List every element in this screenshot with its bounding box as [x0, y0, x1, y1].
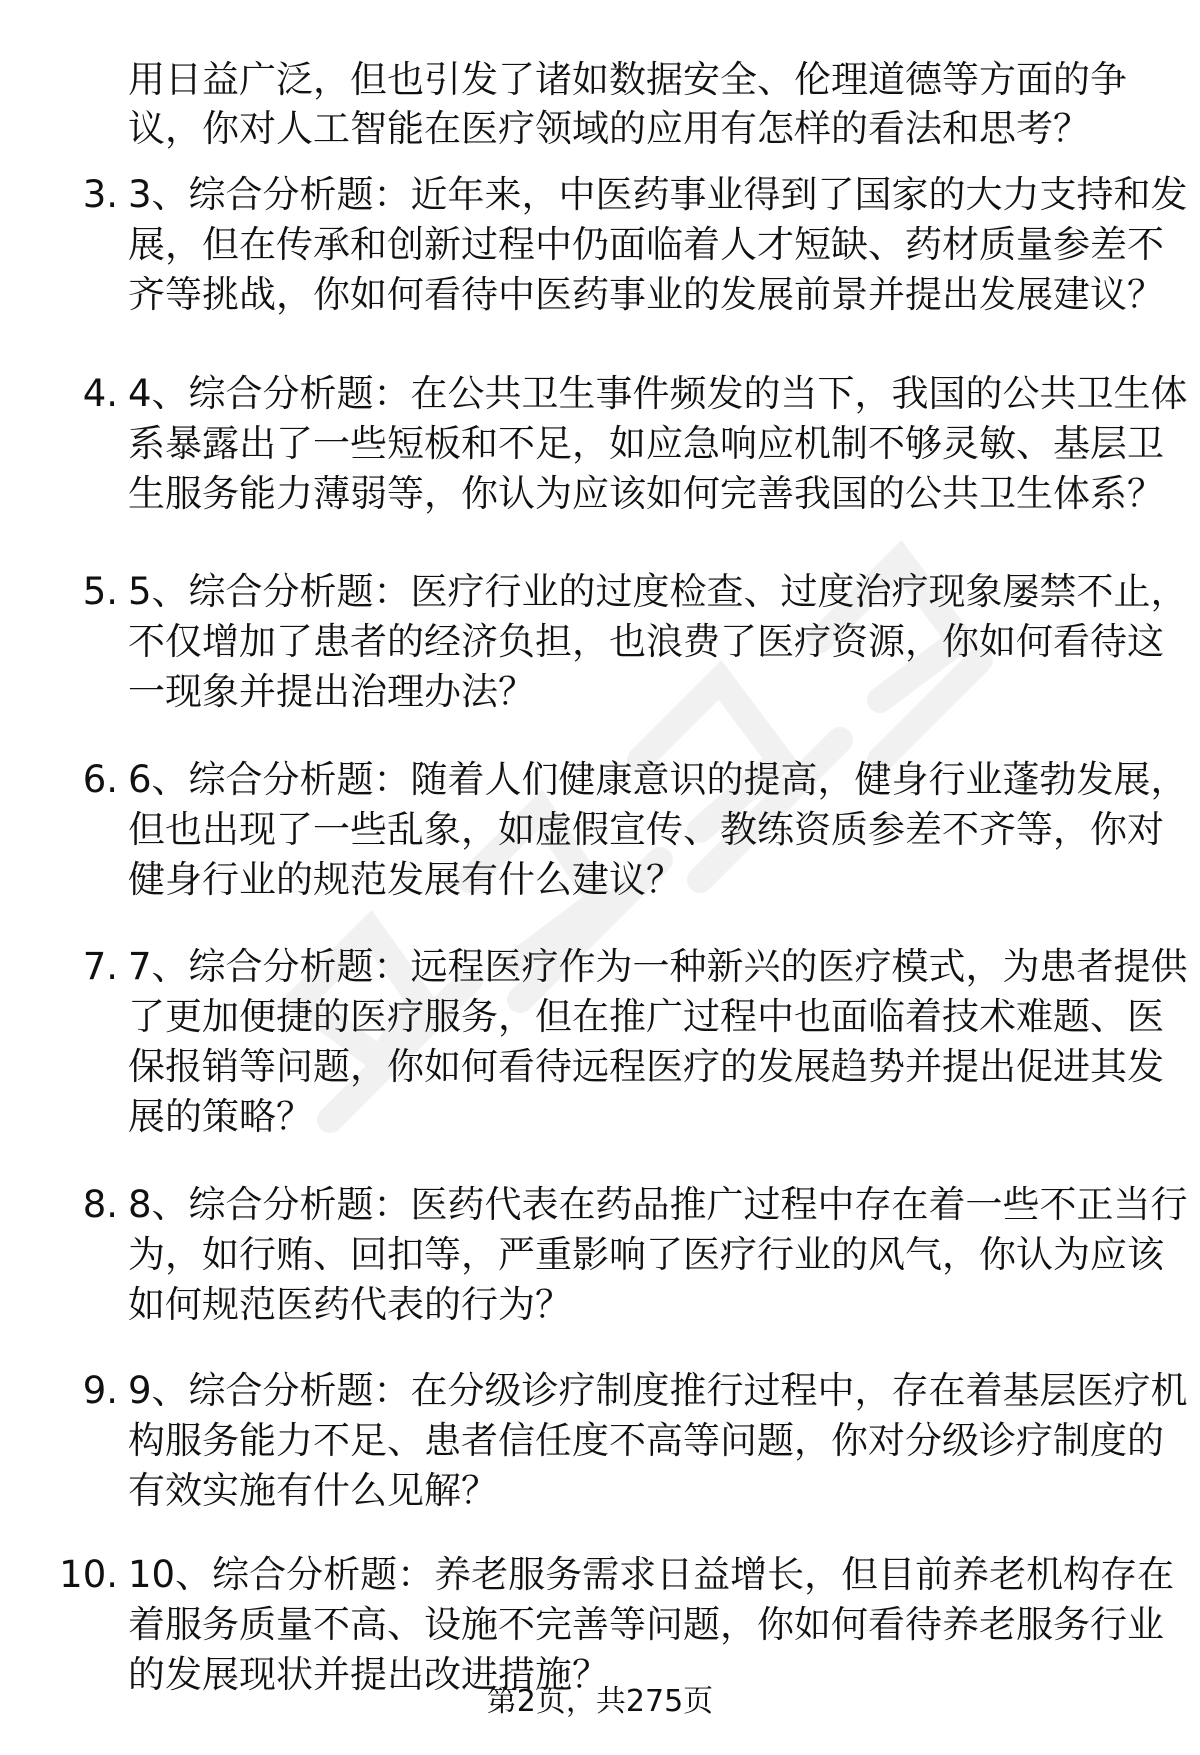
item-text: 6、综合分析题：随着人们健康意识的提高，健身行业蓬勃发展，: [128, 758, 1188, 801]
item-text: 10、综合分析题：养老服务需求日益增长，但目前养老机构存在: [128, 1553, 1175, 1596]
item-text: 4、综合分析题：在公共卫生事件频发的当下，我国的公共卫生体: [128, 372, 1188, 415]
item-text: 展，但在传承和创新过程中仍面临着人才短缺、药材质量参差不: [128, 223, 1164, 266]
item-text: 生服务能力薄弱等，你认为应该如何完善我国的公共卫生体系？: [128, 472, 1164, 515]
item-number: 9.: [82, 1369, 118, 1412]
item-text: 7、综合分析题：远程医疗作为一种新兴的医疗模式，为患者提供: [128, 945, 1188, 988]
line-text: 用日益广泛，但也引发了诸如数据安全、伦理道德等方面的争: [128, 58, 1127, 101]
item-number: 6.: [82, 758, 118, 801]
item-text: 展的策略？: [128, 1095, 313, 1138]
item-text: 着服务质量不高、设施不完善等问题，你如何看待养老服务行业: [128, 1603, 1164, 1646]
item-text: 有效实施有什么见解？: [128, 1469, 498, 1512]
item-text: 系暴露出了一些短板和不足，如应急响应机制不够灵敏、基层卫: [128, 422, 1164, 465]
item-text: 一现象并提出治理办法？: [128, 670, 535, 713]
page-footer: 第2页，共275页: [486, 1684, 714, 1719]
item-text: 齐等挑战，你如何看待中医药事业的发展前景并提出发展建议？: [128, 273, 1164, 316]
item-number: 8.: [82, 1183, 118, 1226]
item-text: 如何规范医药代表的行为？: [128, 1283, 572, 1326]
item-text: 3、综合分析题：近年来，中医药事业得到了国家的大力支持和发: [128, 173, 1188, 216]
item-number: 3.: [82, 173, 118, 216]
item-text: 健身行业的规范发展有什么建议？: [128, 858, 683, 901]
item-text: 8、综合分析题：医药代表在药品推广过程中存在着一些不正当行: [128, 1183, 1188, 1226]
item-text: 但也出现了一些乱象，如虚假宣传、教练资质参差不齐等，你对: [128, 808, 1164, 851]
item-text: 为，如行贿、回扣等，严重影响了医疗行业的风气，你认为应该: [128, 1233, 1164, 1276]
item-number: 5.: [82, 570, 118, 613]
item-number: 4.: [82, 372, 118, 415]
item-text: 了更加便捷的医疗服务，但在推广过程中也面临着技术难题、医: [128, 995, 1164, 1038]
item-number: 7.: [82, 945, 118, 988]
item-text: 构服务能力不足、患者信任度不高等问题，你对分级诊疗制度的: [128, 1419, 1164, 1462]
item-text: 不仅增加了患者的经济负担，也浪费了医疗资源，你如何看待这: [128, 620, 1164, 663]
line-text: 议，你对人工智能在医疗领域的应用有怎样的看法和思考？: [128, 107, 1090, 150]
item-text: 的发展现状并提出改进措施？: [128, 1653, 609, 1696]
item-text: 5、综合分析题：医疗行业的过度检查、过度治疗现象屡禁不止，: [128, 570, 1188, 613]
item-text: 保报销等问题，你如何看待远程医疗的发展趋势并提出促进其发: [128, 1045, 1164, 1088]
item-number: 10.: [59, 1553, 118, 1596]
item-text: 9、综合分析题：在分级诊疗制度推行过程中，存在着基层医疗机: [128, 1369, 1188, 1412]
